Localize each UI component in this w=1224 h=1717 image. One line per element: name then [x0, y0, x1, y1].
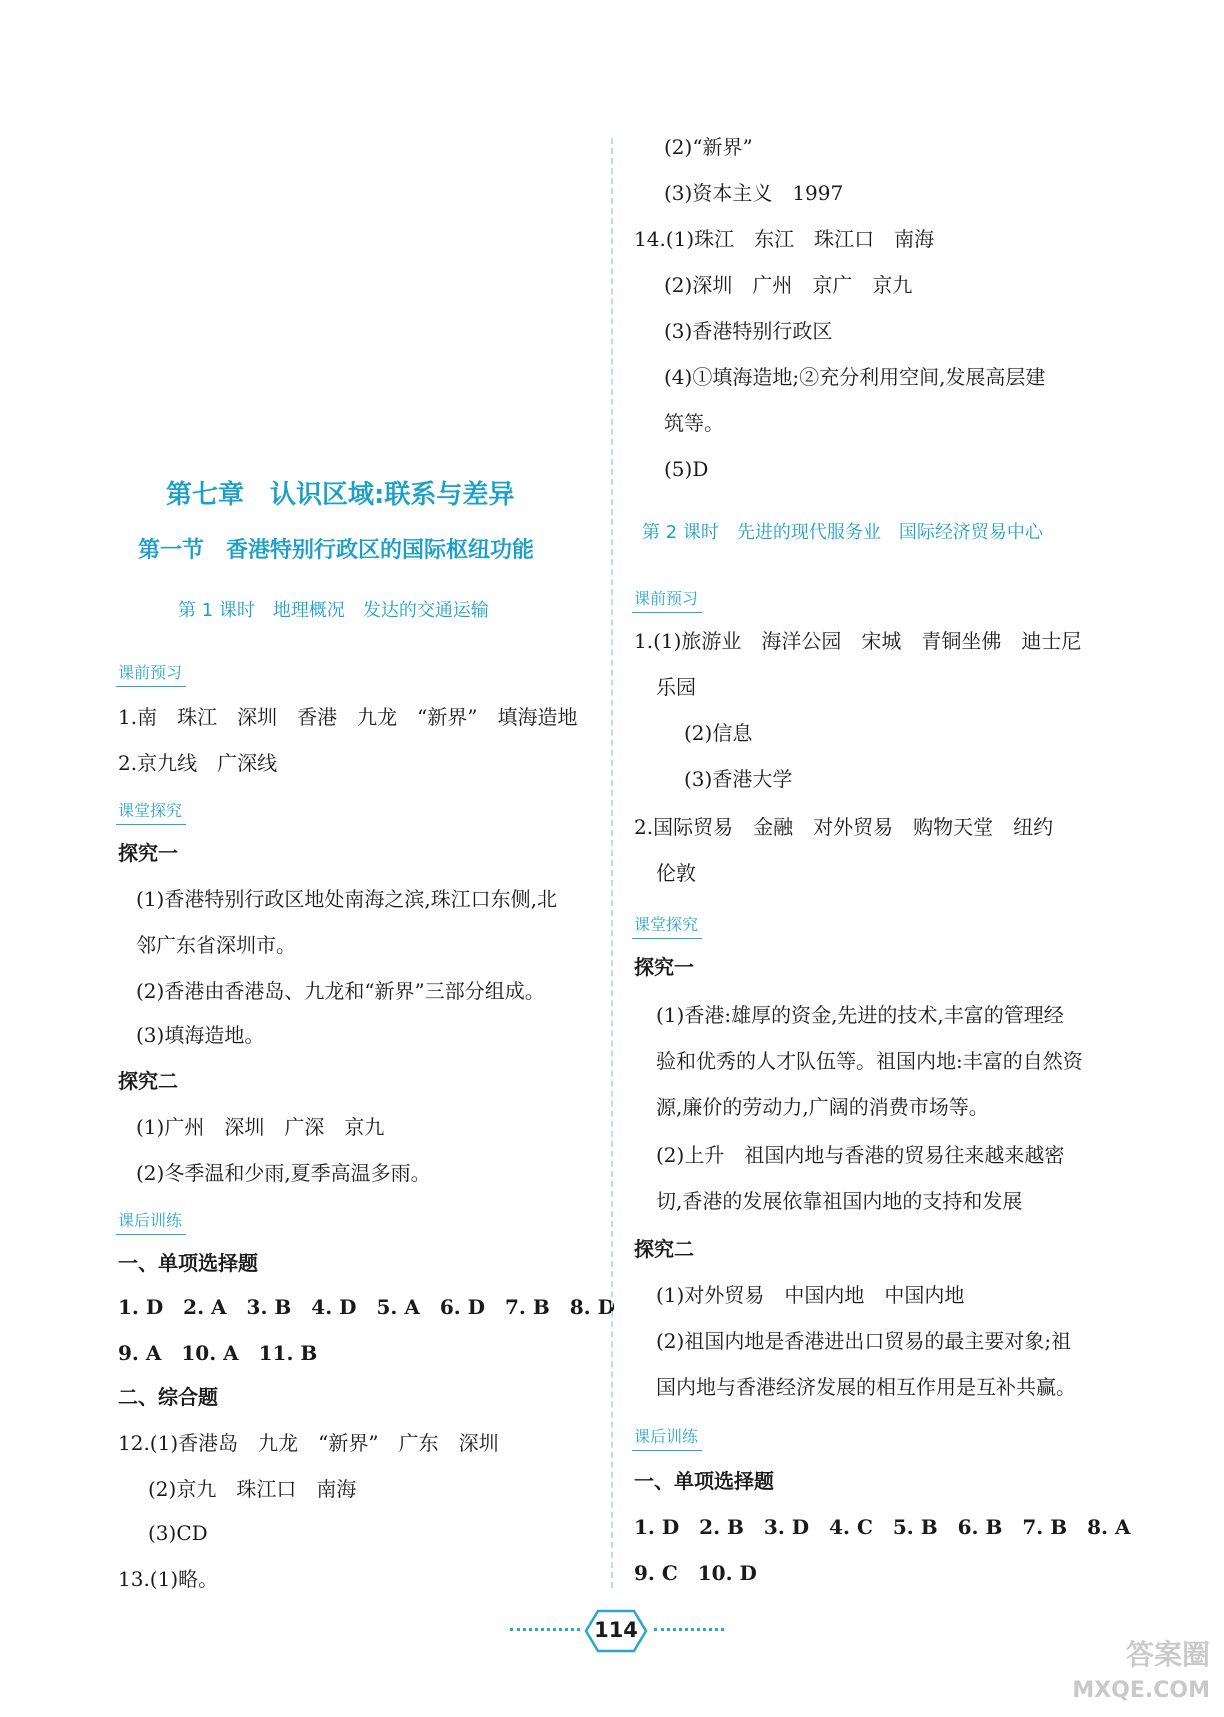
left-q12-1: 12.(1)香港岛 九龙 “新界” 广东 深圳 — [118, 1431, 499, 1455]
lesson2-title: 第 2 课时 先进的现代服务业 国际经济贸易中心 — [642, 522, 1043, 543]
left-explore-2-heading: 探究二 — [118, 1069, 178, 1093]
right-e1-2a: (2)上升 祖国内地与香港的贸易往来越来越密 — [656, 1143, 1065, 1167]
left-q12-2: (2)京九 珠江口 南海 — [148, 1477, 357, 1501]
watermark-logo: 答案圈 — [1125, 1638, 1210, 1671]
right-q14-4a: (4)①填海造地;②充分利用空间,发展高层建 — [664, 365, 1046, 389]
page-number-dots-right — [654, 1628, 724, 1631]
right-explore-1-heading: 探究一 — [634, 955, 694, 979]
page-number: 114 — [594, 1618, 638, 1642]
left-e1-1a: (1)香港特别行政区地处南海之滨,珠江口东侧,北 — [136, 887, 558, 911]
right-explore-2-heading: 探究二 — [634, 1237, 694, 1261]
right-e1-1c: 源,廉价的劳动力,广阔的消费市场等。 — [656, 1095, 989, 1119]
right-pre-2b: 伦敦 — [656, 861, 696, 885]
left-e2-2: (2)冬季温和少雨,夏季高温多雨。 — [136, 1161, 431, 1185]
left-answers-row-1: 1. D 2. A 3. B 4. D 5. A 6. D 7. B 8. D — [118, 1295, 615, 1319]
right-e1-2b: 切,香港的发展依靠祖国内地的支持和发展 — [656, 1189, 1023, 1213]
right-e2-2a: (2)祖国内地是香港进出口贸易的最主要对象;祖 — [656, 1329, 1072, 1353]
right-q14-4b: 筑等。 — [664, 411, 724, 435]
right-e1-1b: 验和优秀的人才队伍等。祖国内地:丰富的自然资 — [656, 1049, 1083, 1073]
right-single-choice-heading: 一、单项选择题 — [634, 1469, 774, 1493]
right-e2-2b: 国内地与香港经济发展的相互作用是互补共赢。 — [656, 1375, 1076, 1399]
left-q12-3: (3)CD — [148, 1521, 208, 1545]
left-e1-2: (2)香港由香港岛、九龙和“新界”三部分组成。 — [136, 979, 545, 1003]
page-number-dots-left — [510, 1628, 580, 1631]
section-label-class: 课堂探究 — [118, 798, 182, 821]
right-q14-3: (3)香港特别行政区 — [664, 319, 833, 343]
left-pre-answer-1: 1.南 珠江 深圳 香港 九龙 “新界” 填海造地 — [118, 705, 578, 729]
left-explore-1-heading: 探究一 — [118, 841, 178, 865]
right-e1-1a: (1)香港:雄厚的资金,先进的技术,丰富的管理经 — [656, 1003, 1064, 1027]
section-label-preview-2: 课前预习 — [634, 586, 698, 609]
right-q13-3: (3)资本主义 1997 — [664, 181, 844, 205]
section-title: 第一节 香港特别行政区的国际枢纽功能 — [138, 538, 535, 563]
right-answers-row-1: 1. D 2. B 3. D 4. C 5. B 6. B 7. B 8. A — [634, 1515, 1131, 1539]
page-number-badge — [584, 1608, 648, 1654]
right-pre-2a: 2.国际贸易 金融 对外贸易 购物天堂 纽约 — [634, 815, 1054, 839]
right-pre-1b: 乐园 — [656, 675, 696, 699]
left-e2-1: (1)广州 深圳 广深 京九 — [136, 1115, 385, 1139]
watermark-url: MXQE.COM — [1072, 1678, 1210, 1703]
right-q14-5: (5)D — [664, 457, 709, 481]
right-pre-1-3: (3)香港大学 — [684, 767, 793, 791]
left-single-choice-heading: 一、单项选择题 — [118, 1251, 258, 1275]
right-q14-2: (2)深圳 广州 京广 京九 — [664, 273, 913, 297]
right-answers-row-2: 9. C 10. D — [634, 1561, 757, 1585]
left-answers-row-2: 9. A 10. A 11. B — [118, 1341, 318, 1365]
left-e1-3: (3)填海造地。 — [136, 1023, 265, 1047]
lesson1-title: 第 1 课时 地理概况 发达的交通运输 — [178, 600, 489, 621]
left-pre-answer-2: 2.京九线 广深线 — [118, 751, 278, 775]
section-label-class-2: 课堂探究 — [634, 912, 698, 935]
right-pre-1-2: (2)信息 — [684, 721, 753, 745]
left-q13-1: 13.(1)略。 — [118, 1567, 219, 1591]
right-e2-1: (1)对外贸易 中国内地 中国内地 — [656, 1283, 965, 1307]
chapter-title: 第七章 认识区域:联系与差异 — [166, 480, 515, 510]
section-label-preview: 课前预习 — [118, 660, 182, 683]
section-label-post: 课后训练 — [118, 1208, 182, 1231]
watermark — [1072, 1637, 1210, 1709]
section-label-post-2: 课后训练 — [634, 1424, 698, 1447]
right-q13-2: (2)“新界” — [664, 135, 753, 159]
right-pre-1a: 1.(1)旅游业 海洋公园 宋城 青铜坐佛 迪士尼 — [634, 629, 1082, 653]
right-q14-1: 14.(1)珠江 东江 珠江口 南海 — [634, 227, 935, 251]
left-e1-1b: 邻广东省深圳市。 — [136, 933, 296, 957]
left-composite-heading: 二、综合题 — [118, 1385, 218, 1409]
column-divider — [611, 138, 613, 1588]
